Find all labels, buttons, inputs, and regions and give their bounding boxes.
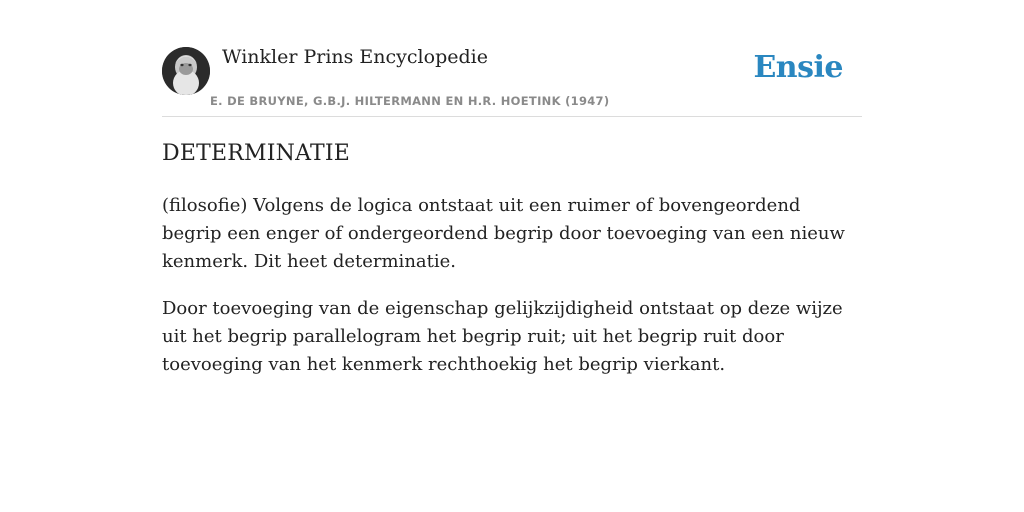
author-portrait-icon[interactable] [162, 47, 210, 95]
site-title[interactable]: Winkler Prins Encyclopedie [222, 46, 488, 68]
header [162, 0, 862, 117]
entry-paragraph: Door toevoeging van de eigenschap gelijkzijdigheid ontstaat op deze wijze uit het begrip parallelogram het begrip ruit; uit het begrip ruit door toevoeging van het kenmerk rechthoekig het begrip vierkant. [162, 298, 843, 375]
entry-paragraph: (filosofie) Volgens de logica ontstaat uit een ruimer of bovengeordend begrip een enger of ondergeordend begrip door toevoeging van een nieuw kenmerk. Dit heet determinatie. [162, 195, 845, 272]
entry-title: DETERMINATIE [162, 141, 350, 166]
authors-credit: E. DE BRUYNE, G.B.J. HILTERMANN EN H.R. HOETINK (1947) [210, 94, 610, 108]
entry-body [162, 192, 862, 398]
page-container [162, 0, 862, 375]
brand-logo-link[interactable]: Ensie [753, 50, 843, 85]
